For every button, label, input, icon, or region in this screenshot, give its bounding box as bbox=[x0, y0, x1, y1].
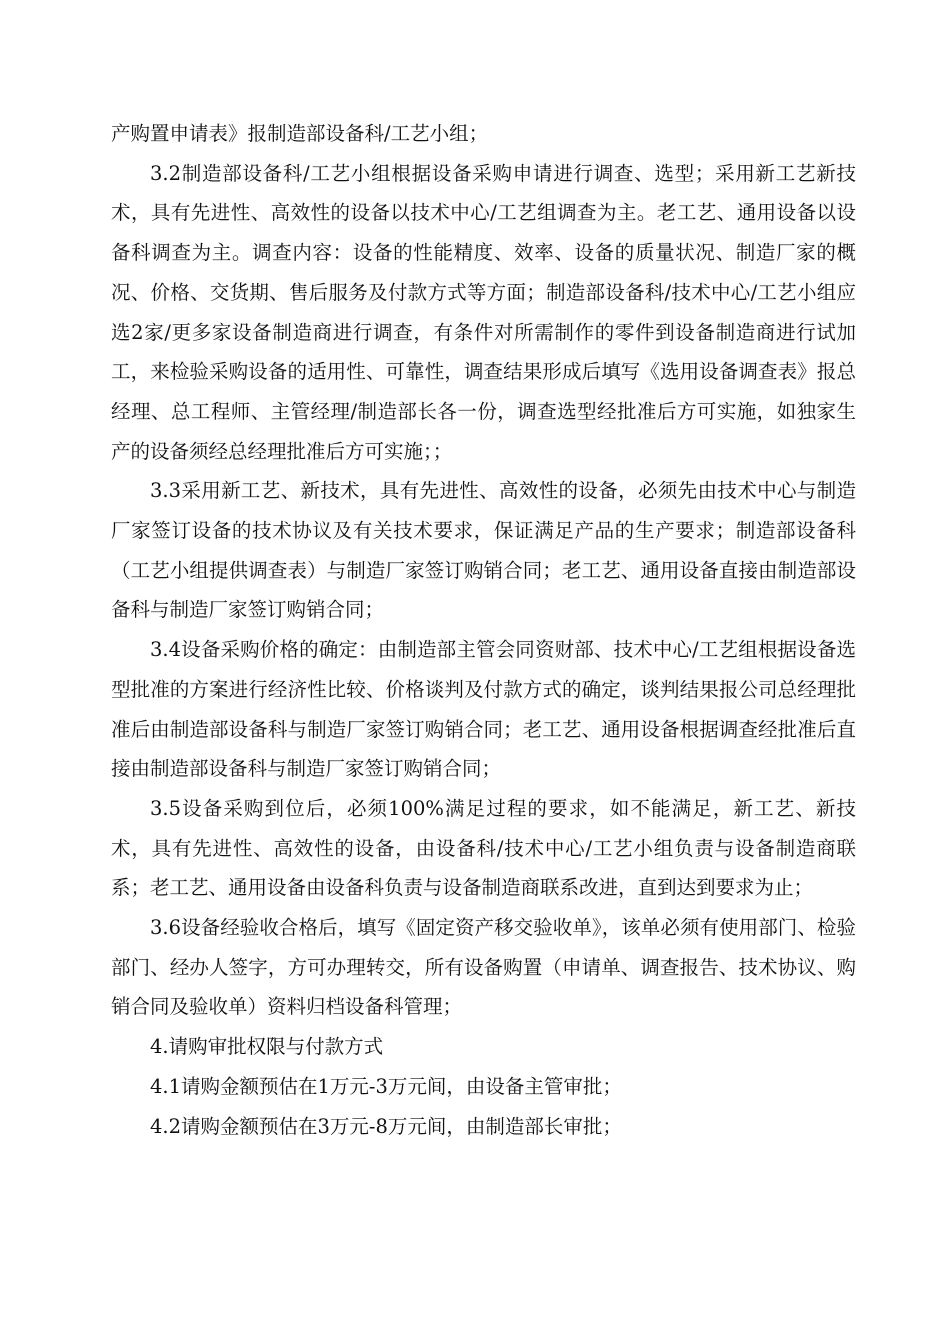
paragraph-3-6: 3.6设备经验收合格后，填写《固定资产移交验收单》，该单必须有使用部门、检验部门、经办人签字，方可办理转交，所有设备购置（申请单、调查报告、技术协议、购销合同及验收单）资料归档设备科管理； bbox=[111, 916, 856, 1019]
paragraph-3-2: 3.2制造部设备科/工艺小组根据设备采购申请进行调查、选型；采用新工艺新技术，具有先进性、高效性的设备以技术中心/工艺组调查为主。老工艺、通用设备以设备科调查为主。调查内容：设备的性能精度、效率、设备的质量状况、制造厂家的概况、价格、交货期、售后服务及付款方式等方面；制造部设备科/技术中心/工艺小组应选2家/更多家设备制造商进行调查，有条件对所需制作的零件到设备制造商进行试加工，来检验采购设备的适用性、可靠性，调查结果形成后填写《选用设备调查表》报总经理、总工程师、主管经理/制造部长各一份，调查选型经批准后方可实施，如独家生产的设备须经总经理批准后方可实施；； bbox=[111, 161, 856, 463]
paragraph-continuation: 产购置申请表》报制造部设备科/工艺小组； bbox=[111, 122, 489, 145]
paragraph-4-2: 4.2请购金额预估在3万元-8万元间，由制造部长审批； bbox=[150, 1114, 622, 1138]
section-heading-4: 4.请购审批权限与付款方式 bbox=[150, 1035, 384, 1059]
document-body bbox=[111, 114, 856, 1146]
paragraph-3-4: 3.4设备采购价格的确定：由制造部主管会同资财部、技术中心/工艺组根据设备选型批准的方案进行经济性比较、价格谈判及付款方式的确定，谈判结果报公司总经理批准后由制造部设备科与制造厂家签订购销合同；老工艺、通用设备根据调查经批准后直接由制造部设备科与制造厂家签订购销合同； bbox=[111, 638, 856, 781]
paragraph-3-5: 3.5设备采购到位后，必须100%满足过程的要求，如不能满足，新工艺、新技术，具有先进性、高效性的设备，由设备科/技术中心/工艺小组负责与设备制造商联系；老工艺、通用设备由设备科负责与设备制造商联系改进，直到达到要求为止； bbox=[111, 796, 856, 900]
paragraph-4-1: 4.1请购金额预估在1万元-3万元间，由设备主管审批； bbox=[150, 1074, 622, 1098]
paragraph-3-3: 3.3采用新工艺、新技术，具有先进性、高效性的设备，必须先由技术中心与制造厂家签订设备的技术协议及有关技术要求，保证满足产品的生产要求；制造部设备科（工艺小组提供调查表）与制造厂家签订购销合同；老工艺、通用设备直接由制造部设备科与制造厂家签订购销合同； bbox=[111, 479, 856, 622]
